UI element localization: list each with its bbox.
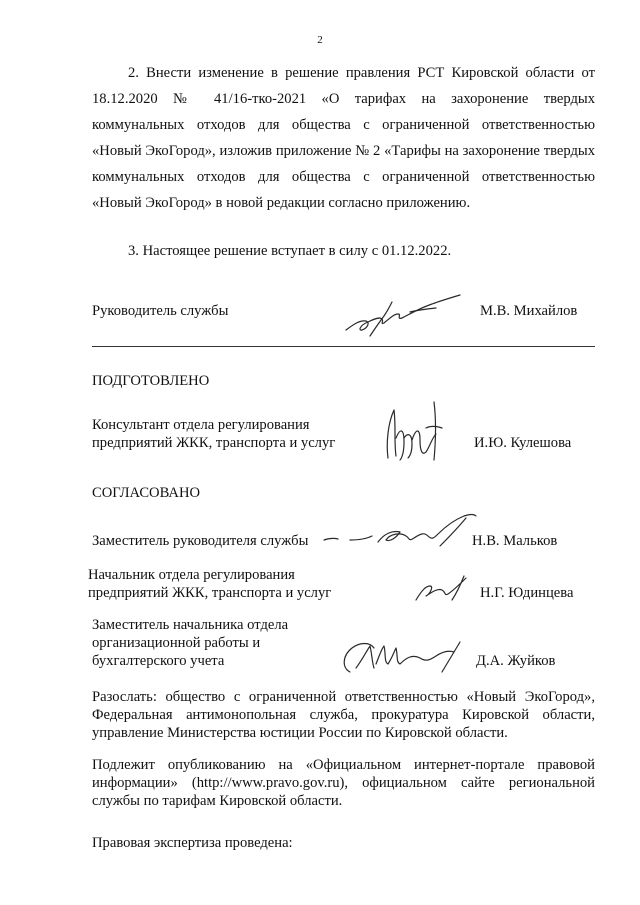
prepared-signature-image — [378, 398, 448, 468]
distribution-text: Разослать: общество с ограниченной ответственностью «Новый ЭкоГород», Федеральная антимонопольная служба, прокуратура Кировской области, управление Министерства юстиции России по Кировской области. — [92, 689, 595, 741]
head-signature-image — [340, 290, 465, 340]
agreed-signer-3-signature-image — [336, 634, 466, 678]
prepared-signer — [92, 416, 595, 456]
paragraph-2: 2. Внести изменение в решение правления РСТ Кировской области от 18.12.2020 № 41/16-тко-2021 «О тарифах на захоронение твердых коммунальных отходов для общества с ограниченной ответственностью «Новый ЭкоГород», изложив приложение № 2 «Тарифы на захоронение твердых коммунальных отходов для общества с ограниченной ответственностью «Новый ЭкоГород» в новой редакции согласно приложению. — [92, 65, 595, 211]
paragraph-3: 3. Настоящее решение вступает в силу с 01.12.2022. — [128, 243, 452, 259]
agreed-signer-1-signature-image — [320, 508, 480, 552]
agreed-signer-3-title-line1: Заместитель начальника отдела — [92, 617, 289, 633]
agreed-signer-2 — [88, 566, 591, 606]
agreed-signer-2-signature-image — [408, 570, 478, 606]
separator-line — [92, 346, 595, 347]
prepared-heading: ПОДГОТОВЛЕНО — [92, 373, 210, 389]
agreed-heading: СОГЛАСОВАНО — [92, 485, 201, 501]
agreed-signer-2-title-line1: Начальник отдела регулирования — [88, 567, 295, 583]
agreed-signer-3-title-line3: бухгалтерского учета — [92, 653, 225, 669]
publication-text: Подлежит опубликованию на «Официальном интернет-портале правовой информации» (http://www.pravo.gov.ru), официальном сайте региональной службы по тарифам Кировской области. — [92, 757, 595, 809]
agreed-signer-2-name: Н.Г. Юдинцева — [480, 585, 574, 601]
prepared-title-line2: предприятий ЖКК, транспорта и услуг — [92, 435, 336, 451]
head-name: М.В. Михайлов — [480, 303, 578, 319]
agreed-signer-3-title-line2: организационной работы и — [92, 635, 261, 651]
prepared-title-line1: Консультант отдела регулирования — [92, 417, 310, 433]
agreed-signer-3-name: Д.А. Жуйков — [476, 653, 556, 669]
agreed-signer-2-title-line2: предприятий ЖКК, транспорта и услуг — [88, 585, 332, 601]
agreed-signer-1-title: Заместитель руководителя службы — [92, 533, 309, 549]
prepared-name: И.Ю. Кулешова — [474, 435, 572, 451]
agreed-signer-1-name: Н.В. Мальков — [472, 533, 558, 549]
page-number: 2 — [317, 34, 323, 46]
head-title: Руководитель службы — [92, 303, 229, 319]
legal-review-text: Правовая экспертиза проведена: — [92, 835, 293, 851]
